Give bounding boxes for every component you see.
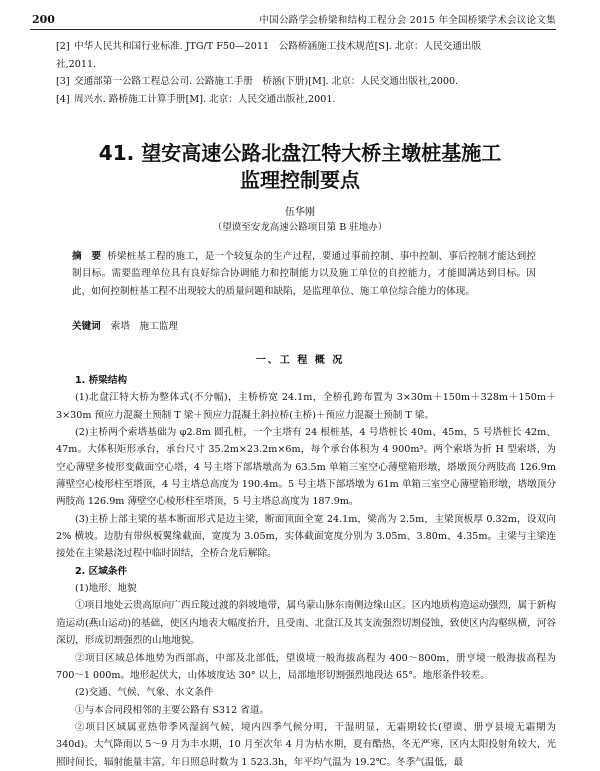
keywords-label: 关键词 — [72, 321, 101, 332]
abstract-label: 摘 要 — [72, 251, 102, 262]
reference-item — [56, 91, 556, 109]
paragraph: (2)主桥两个索塔基础为 φ2.8m 圆孔桩，一个主塔有 24 根桩基，4 号塔桩长 40m、45m，5 号塔桩长 42m、47m。大体积矩形承台，承台尺寸 35.2m×23.2m×6m，每个承台体积为 4 900m³。两个索塔为折 H 型索塔，为空心薄壁多棱形变截面空心塔，4 号主塔下部塔墩高为 63.5m 单箱三室空心薄壁箱形墩，塔墩顶分两肢高 126.9m 薄壁空心棱形柱至塔顶，4 号主塔总高度为 190.4m。5 号主塔下部塔墩为 61m 单箱三室空心薄壁箱形墩，塔墩顶分两肢高 126.9m 薄壁空心棱形柱至塔顶，5 号主塔总高度为 187.9m。 — [56, 427, 556, 508]
article-title-line-2: 监理控制要点 — [240, 168, 360, 192]
paragraph: ①项目地处云贵高原向广西丘陵过渡的斜坡地带，属乌蒙山脉东南侧边缘山区。区内地质构造运动强烈，属于新构造运动(燕山运动)的基础，使区内地表大幅度抬升，且受南、北盘江及其支流强烈切割侵蚀，致使区内沟壑纵横，河谷深切，形成切割强烈的山地地貌。 — [56, 600, 556, 647]
reference-item — [56, 38, 556, 56]
reference-number: [3] — [56, 76, 70, 87]
paragraph: (1)地形、地貌 — [75, 583, 137, 595]
reference-text: 周兴水. 路桥施工计算手册[M]. 北京：人民交通出版社,2001. — [74, 93, 336, 105]
keywords — [72, 318, 536, 332]
section-body — [56, 372, 556, 771]
running-header — [32, 11, 556, 27]
abstract — [72, 248, 536, 300]
paragraph: ②项目区域总体地势为西部高，中部及北部低，望谟境一般海拔高程为 400～800m，册亨境一般海拔高程为 700～1 000m。地形起伏大，山体坡度达 30° 以上，局部地形切割强烈地段达 65°。地形条件较差。 — [56, 652, 556, 681]
page-number: 200 — [32, 12, 55, 26]
reference-continuation: 社,2011. — [56, 58, 97, 70]
paragraph: (1)北盘江特大桥为整体式(不分幅)，主桥桥宽 24.1m，全桥孔跨布置为 3×30m＋150m＋328m＋150m＋3×30m 预应力混凝土预制 T 梁＋预应力混凝土斜拉桥(主桥)＋预应力混凝土预制 T 梁。 — [56, 392, 556, 421]
keywords-text: 索塔 施工监理 — [110, 321, 178, 332]
author-name: 伍华刚 — [285, 207, 315, 218]
reference-list — [56, 38, 556, 108]
reference-text: 中华人民共和国行业标准. JTG/T F50—2011 公路桥涵施工技术规范[S]. 北京：人民交通出版 — [74, 41, 482, 52]
article-title-line-1: 41. 望安高速公路北盘江特大桥主墩桩基施工 — [98, 141, 502, 165]
reference-number: [2] — [56, 41, 70, 52]
subsection-heading: 1. 桥梁结构 — [75, 375, 128, 386]
paragraph: (2)交通、气候、气象、水文条件 — [75, 687, 214, 699]
paragraph: ②项目区域属亚热带季风湿润气候，境内四季气候分明，干湿明显，无霜期较长(望谟、册亨县境无霜期为 340d)。大气降雨以 5～9 月为丰水期，10 月至次年 4 月为枯水期，夏有酷热，冬无严寒，区内太阳投射角较大，光照时间长，辐射能量丰富，年日照总时数为 1 523.3h，年平均气温为 19.2℃。冬季气温低，最 — [56, 721, 556, 768]
section-heading: 一、工 程 概 况 — [255, 355, 345, 366]
subsection-heading: 2. 区域条件 — [75, 565, 128, 577]
reference-number: [4] — [56, 93, 70, 105]
reference-text: 交通部第一公路工程总公司. 公路施工手册 桥涵(下册)[M]. 北京：人民交通出版社,2000. — [74, 76, 459, 87]
abstract-text: 桥梁桩基工程的施工，是一个较复杂的生产过程，要通过事前控制、事中控制、事后控制才能达到控制目标。需要监理单位具有良好综合协调能力和控制能力以及施工单位的自控能力，才能圆满达到目标。因此，如何控制桩基工程不出现较大的质量问题和缺陷，是监理单位、施工单位综合能力的体现。 — [72, 251, 537, 297]
article-title — [40, 140, 560, 194]
paragraph: (3)主桥上部主梁的基本断面形式是边主梁，断面顶面全宽 24.1m，梁高为 2.5m，主梁顶板厚 0.32m，设双向 2% 横坡。边肋有带纵板翼缘截面，宽度为 3.05m，实体截面宽度分别为 3.05m、3.80m、4.35m。主梁与主梁连接处在主梁悬浇过程中临时固结，全桥合龙后解除。 — [56, 513, 556, 560]
journal-title: 中国公路学会桥梁和结构工程分会 2015 年全国桥梁学术会议论文集 — [259, 15, 556, 26]
header-rule — [30, 29, 556, 30]
author-affiliation: （望谟至安龙高速公路项目第 B 驻地办） — [212, 222, 388, 233]
reference-item — [56, 73, 556, 91]
paragraph: ①与本合同段相邻的主要公路有 S312 省道。 — [75, 704, 270, 716]
